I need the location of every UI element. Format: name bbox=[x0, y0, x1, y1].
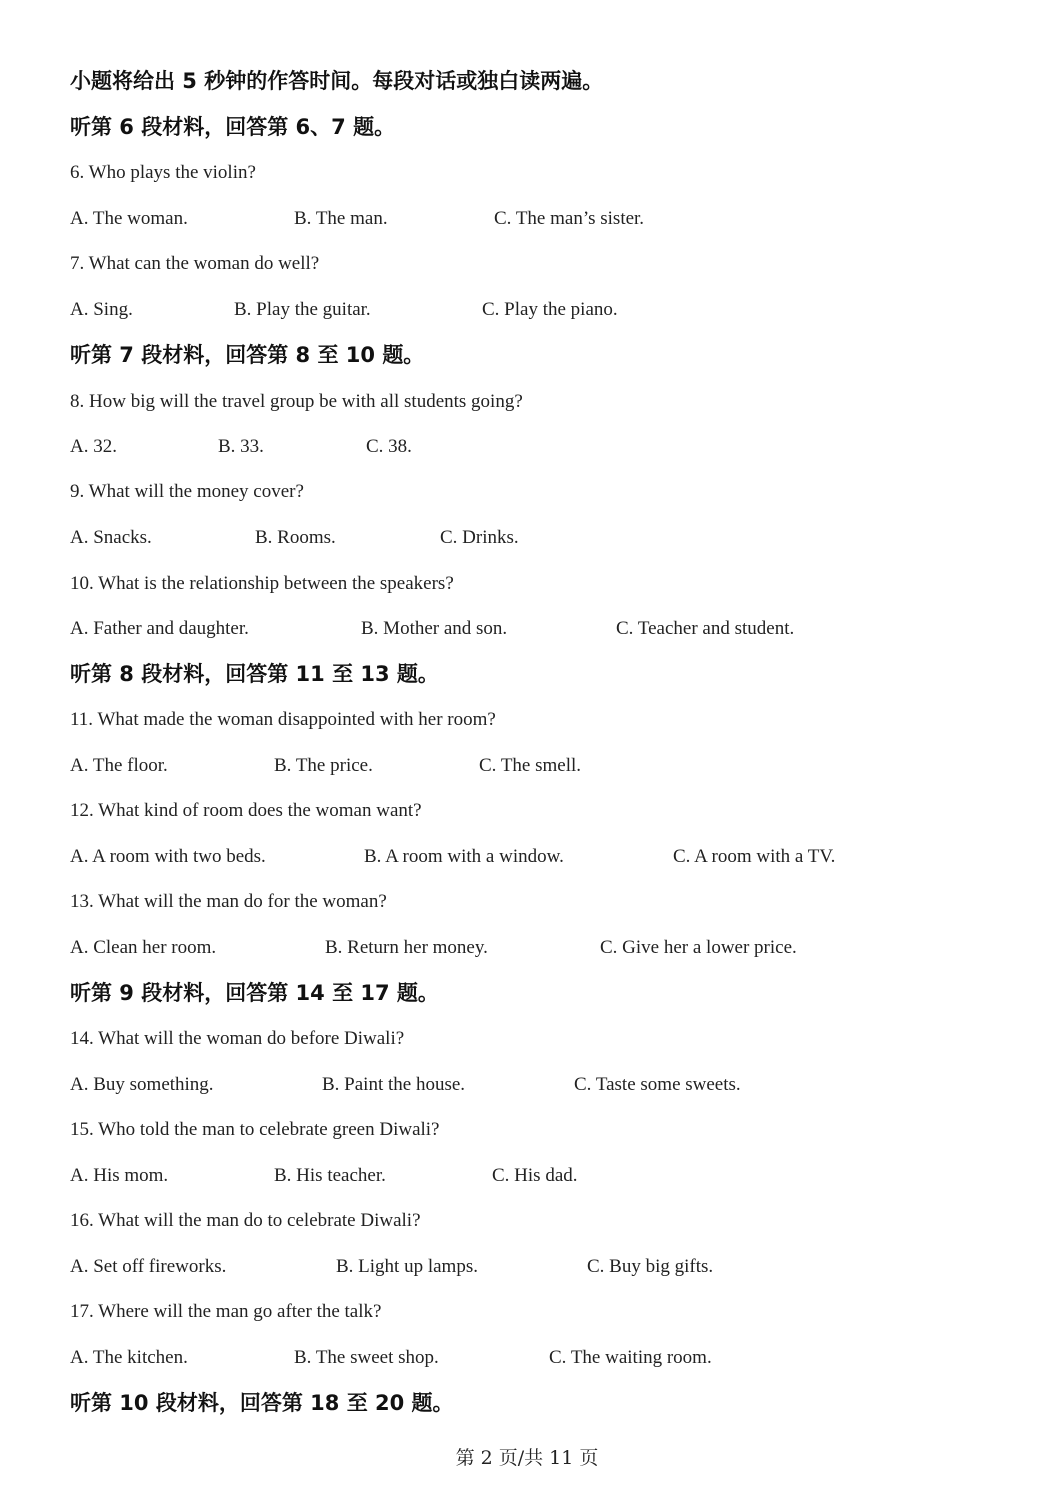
option-b: B. Return her money. bbox=[325, 937, 488, 958]
option-c: C. 38. bbox=[366, 436, 412, 457]
option-c: C. The waiting room. bbox=[549, 1347, 712, 1368]
question-stem: 7. What can the woman do well? bbox=[70, 253, 320, 274]
option-b: B. Paint the house. bbox=[322, 1074, 466, 1095]
option-a: A. Clean her room. bbox=[70, 937, 217, 958]
option-a: A. A room with two beds. bbox=[70, 846, 266, 867]
section-heading: 听第 8 段材料，回答第 11 至 13 题。 bbox=[70, 662, 439, 686]
option-a: A. Father and daughter. bbox=[70, 618, 249, 639]
option-a: A. Set off fireworks. bbox=[70, 1256, 227, 1277]
option-b: B. The price. bbox=[274, 755, 373, 776]
option-c: C. Buy big gifts. bbox=[587, 1256, 714, 1277]
page-number: 第 2 页/共 11 页 bbox=[455, 1447, 599, 1469]
option-c: C. The man’s sister. bbox=[494, 208, 645, 229]
section-heading: 听第 10 段材料，回答第 18 至 20 题。 bbox=[70, 1391, 454, 1415]
option-b: B. A room with a window. bbox=[364, 846, 564, 867]
option-a: A. Buy something. bbox=[70, 1074, 214, 1095]
question-stem: 13. What will the man do for the woman? bbox=[70, 891, 387, 912]
question-stem: 9. What will the money cover? bbox=[70, 481, 304, 502]
option-b: B. Rooms. bbox=[255, 527, 336, 548]
question-stem: 10. What is the relationship between the speakers? bbox=[70, 573, 454, 594]
option-c: C. Teacher and student. bbox=[616, 618, 795, 639]
option-c: C. The smell. bbox=[479, 755, 582, 776]
option-c: C. Taste some sweets. bbox=[574, 1074, 741, 1095]
question-stem: 14. What will the woman do before Diwali? bbox=[70, 1028, 405, 1049]
option-a: A. Snacks. bbox=[70, 527, 152, 548]
option-a: A. The floor. bbox=[70, 755, 168, 776]
question-stem: 12. What kind of room does the woman want? bbox=[70, 800, 422, 821]
option-c: C. Play the piano. bbox=[482, 299, 618, 320]
section-heading: 听第 7 段材料，回答第 8 至 10 题。 bbox=[70, 343, 425, 367]
option-c: C. A room with a TV. bbox=[673, 846, 836, 867]
option-a: A. His mom. bbox=[70, 1165, 169, 1186]
option-b: B. Play the guitar. bbox=[234, 299, 371, 320]
option-c: C. Drinks. bbox=[440, 527, 519, 548]
option-a: A. Sing. bbox=[70, 299, 133, 320]
question-stem: 15. Who told the man to celebrate green Diwali? bbox=[70, 1119, 440, 1140]
option-c: C. Give her a lower price. bbox=[600, 937, 797, 958]
question-stem: 16. What will the man do to celebrate Diwali? bbox=[70, 1210, 421, 1231]
question-stem: 17. Where will the man go after the talk? bbox=[70, 1301, 382, 1322]
section-heading: 听第 9 段材料，回答第 14 至 17 题。 bbox=[70, 981, 439, 1005]
section-heading: 听第 6 段材料，回答第 6、7 题。 bbox=[70, 115, 396, 139]
option-a: A. The woman. bbox=[70, 208, 188, 229]
option-c: C. His dad. bbox=[492, 1165, 578, 1186]
instruction-text: 小题将给出 5 秒钟的作答时间。每段对话或独白读两遍。 bbox=[70, 69, 604, 93]
question-stem: 8. How big will the travel group be with all students going? bbox=[70, 391, 523, 412]
option-b: B. The man. bbox=[294, 208, 388, 229]
option-b: B. 33. bbox=[218, 436, 264, 457]
option-b: B. Mother and son. bbox=[361, 618, 508, 639]
option-a: A. The kitchen. bbox=[70, 1347, 188, 1368]
option-a: A. 32. bbox=[70, 436, 117, 457]
question-stem: 6. Who plays the violin? bbox=[70, 162, 256, 183]
question-stem: 11. What made the woman disappointed with her room? bbox=[70, 709, 496, 730]
option-b: B. His teacher. bbox=[274, 1165, 386, 1186]
option-b: B. The sweet shop. bbox=[294, 1347, 439, 1368]
option-b: B. Light up lamps. bbox=[336, 1256, 478, 1277]
